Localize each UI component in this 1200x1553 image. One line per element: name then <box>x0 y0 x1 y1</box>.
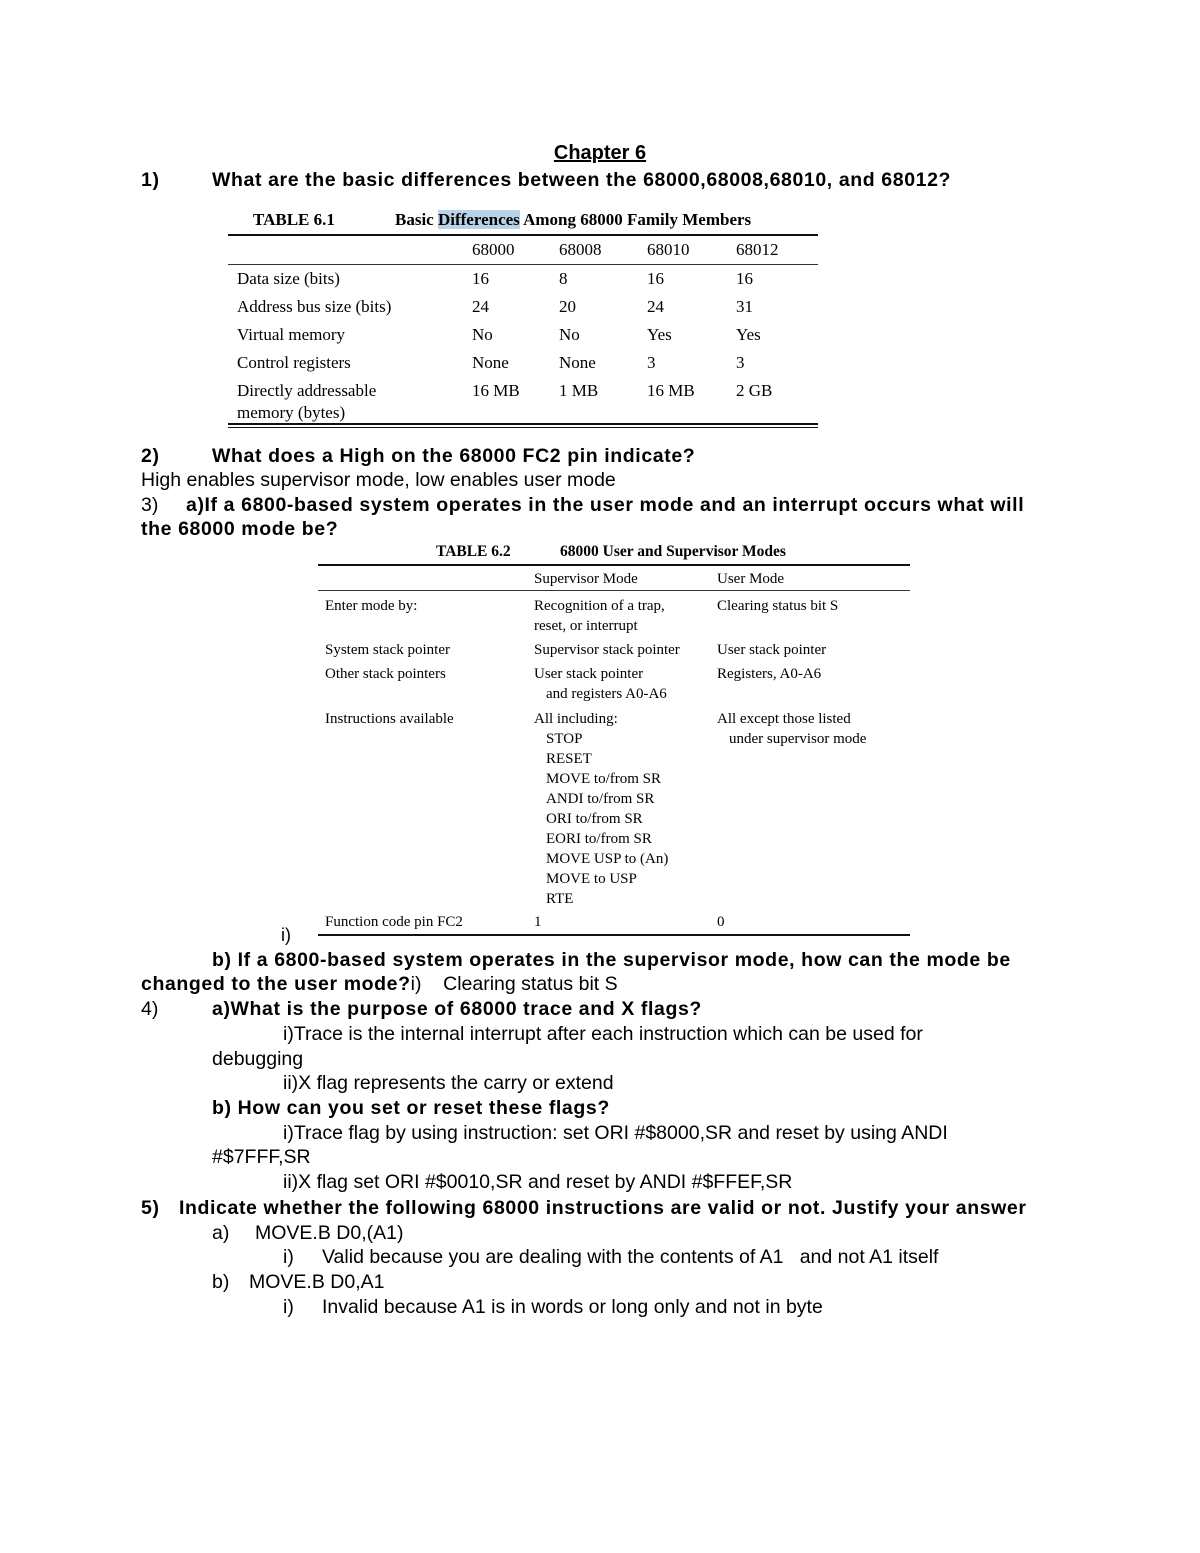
q3b-question: b) If a 6800-based system operates in the supervisor mode, how can the mode be <box>212 949 1011 971</box>
q4a-question: a)What is the purpose of 68000 trace and X flags? <box>212 998 702 1020</box>
q3b-line2: changed to the user mode?i) Clearing status bit S <box>141 973 618 995</box>
q5-question: Indicate whether the following 68000 instructions are valid or not. Justify your answer <box>179 1197 1027 1219</box>
q5-number: 5) <box>141 1197 160 1219</box>
table2-title: 68000 User and Supervisor Modes <box>560 543 786 560</box>
q2-question: What does a High on the 68000 FC2 pin indicate? <box>212 445 696 467</box>
table-row: Control registers None None 3 3 <box>237 353 745 372</box>
q3-number: 3) <box>141 494 159 516</box>
table-row: Data size (bits) 16 8 16 16 <box>237 269 753 288</box>
q5a-marker: a) <box>212 1222 230 1244</box>
table-6-1 <box>228 208 818 428</box>
table1-title: Basic Differences Among 68000 Family Members <box>395 210 752 229</box>
q5b-answer: Invalid because A1 is in words or long only and not in byte <box>322 1296 823 1318</box>
q5a-answer-marker: i) <box>283 1246 294 1268</box>
table2-header-row: Supervisor Mode User Mode <box>534 571 785 587</box>
q1-question: What are the basic differences between the 68000,68008,68010, and 68012? <box>212 169 952 191</box>
q4b-answer-i: i)Trace flag by using instruction: set ORI #$8000,SR and reset by using ANDI <box>283 1122 948 1144</box>
q5b-answer-marker: i) <box>283 1296 294 1318</box>
q4b-answer-i-cont: #$7FFF,SR <box>212 1146 311 1168</box>
q5a-instruction: MOVE.B D0,(A1) <box>255 1222 404 1244</box>
q2-number: 2) <box>141 445 160 467</box>
table-row: Enter mode by: Recognition of a trap, reset, or interrupt Clearing status bit S <box>325 598 839 634</box>
table-row: Address bus size (bits) 24 20 24 31 <box>237 297 753 316</box>
q1-number: 1) <box>141 169 160 191</box>
q4b-question: b) How can you set or reset these flags? <box>212 1097 610 1119</box>
q4b-answer-ii: ii)X flag set ORI #$0010,SR and reset by ANDI #$FFEF,SR <box>283 1171 793 1193</box>
q3a-question-cont: the 68000 mode be? <box>141 518 339 540</box>
q4a-answer-i-cont: debugging <box>212 1048 304 1070</box>
q4-number: 4) <box>141 998 159 1020</box>
q4a-answer-ii: ii)X flag represents the carry or extend <box>283 1072 614 1094</box>
q5a-answer: Valid because you are dealing with the contents of A1 and not A1 itself <box>322 1246 939 1268</box>
table-row: Virtual memory No No Yes Yes <box>237 325 761 344</box>
q3a-question: a)If a 6800-based system operates in the user mode and an interrupt occurs what will <box>186 494 1025 516</box>
table-6-2 <box>318 541 910 936</box>
q5b-instruction: MOVE.B D0,A1 <box>249 1271 385 1293</box>
q3b-answer: i) Clearing status bit S <box>410 973 618 995</box>
page-title: Chapter 6 <box>553 142 647 164</box>
table1-header-row: 68000 68008 68010 68012 <box>472 240 779 259</box>
table-row: Other stack pointers User stack pointer and registers A0-A6 Registers, A0-A6 <box>325 666 822 702</box>
table1-label: TABLE 6.1 <box>253 210 335 229</box>
table-row: Directly addressable memory (bytes) 16 MB 1 MB 16 MB 2 GB <box>237 381 773 422</box>
q3a-answer-marker: i) <box>281 925 291 945</box>
table-row: Function code pin FC2 1 0 <box>325 914 725 930</box>
q4a-answer-i: i)Trace is the internal interrupt after each instruction which can be used for <box>283 1023 923 1045</box>
table-row: Instructions available All including: STOP RESET MOVE to/from SR ANDI to/from SR ORI to/from SR EORI to/from SR MOVE USP to (An) MOVE to USP RTE All except those listed under supervisor mode <box>325 711 867 907</box>
q2-answer: High enables supervisor mode, low enables user mode <box>141 469 616 491</box>
table-row: System stack pointer Supervisor stack pointer User stack pointer <box>325 642 827 658</box>
table2-label: TABLE 6.2 <box>436 543 511 560</box>
q5b-marker: b) <box>212 1271 230 1293</box>
